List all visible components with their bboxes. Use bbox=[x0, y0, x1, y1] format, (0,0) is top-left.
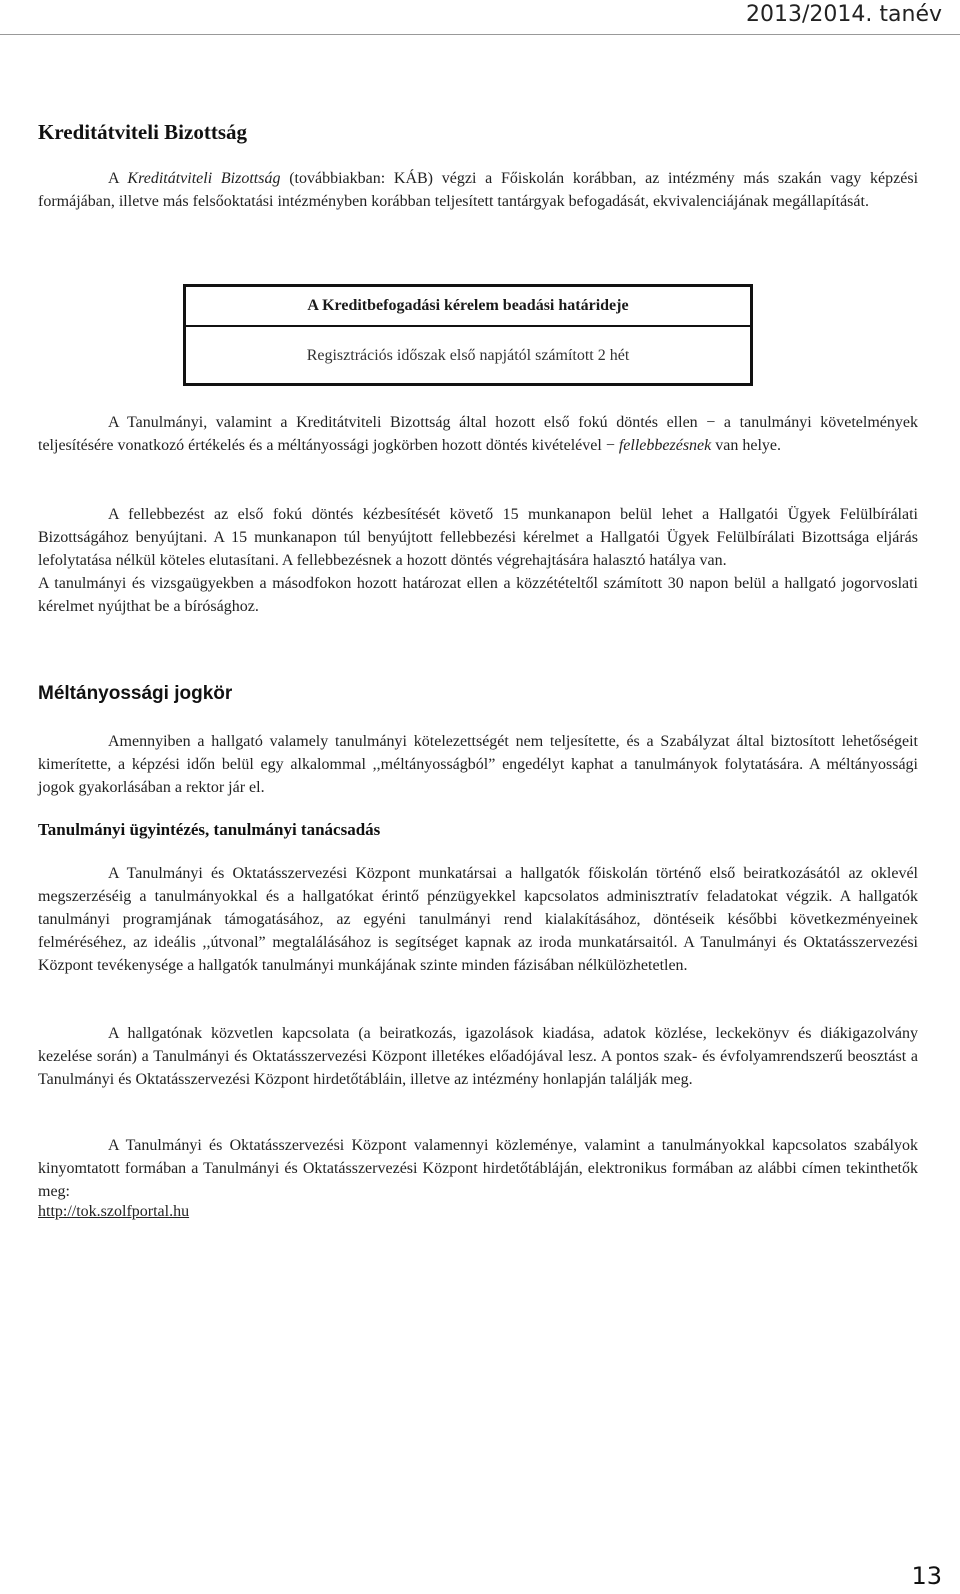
section-title-admin: Tanulmányi ügyintézés, tanulmányi tanácsadás bbox=[38, 820, 381, 839]
admin-paragraph-3-block bbox=[38, 1134, 918, 1221]
appeal-p1-italic: fellebbezésnek bbox=[618, 437, 712, 454]
admin-paragraph-3: A Tanulmányi és Oktatásszervezési Központ valamennyi közleménye, valamint a tanulmányokkal kapcsolatos szabályok kinyomtatott formában a Tanulmányi és Oktatásszervezési Központ hirdetőtábláján, elektronikus formában az alábbi címen tekinthetők meg: bbox=[38, 1137, 918, 1200]
deadline-title: A Kreditbefogadási kérelem beadási határideje bbox=[186, 287, 750, 327]
section-admin bbox=[38, 818, 918, 842]
appeal-p1-pre: A Tanulmányi, valamint a Kreditátviteli Bizottság által hozott első fokú döntés ellen − a tanulmányi követelmények teljesítésére vonatkozó értékelés és a méltányossági jogkörben hozott döntés kivételével − bbox=[38, 414, 918, 454]
appeal-paragraph-1 bbox=[38, 411, 918, 457]
equity-paragraph: Amennyiben a hallgató valamely tanulmányi kötelezettségét nem teljesítette, és a Szabályzat által biztosított lehetőségeit kimerítette, a képzési időn belül egy alkalommal ,,méltányosságból” engedélyt kaphat a tanulmányok folytatására. A méltányossági jogok gyakorlásában a rektor jár el. bbox=[38, 733, 918, 796]
admin-paragraph-2-block bbox=[38, 1022, 918, 1091]
admin-paragraph-1-block bbox=[38, 862, 918, 977]
appeal-paragraph-3: A tanulmányi és vizsgaügyekben a másodfokon hozott határozat ellen a közzétételtől számított 30 napon belül a hallgató jogorvoslati kérelmet nyújthat be a bírósághoz. bbox=[38, 575, 918, 615]
section-title-equity: Méltányossági jogkör bbox=[38, 683, 233, 704]
kab-pre: A bbox=[108, 170, 128, 187]
kab-post: (továbbiakban: KÁB) végzi a Főiskolán korábban, az intézmény más szakán vagy képzési formájában, illetve más felsőoktatási intézményben korábban teljesített tantárgyak befogadását, ekvivalenciájának megállapítását. bbox=[38, 170, 919, 210]
page-number: 13 bbox=[911, 1562, 942, 1590]
portal-link[interactable]: http://tok.szolfportal.hu bbox=[38, 1203, 190, 1220]
kab-paragraph bbox=[38, 167, 918, 213]
admin-paragraph-2: A hallgatónak közvetlen kapcsolata (a beiratkozás, igazolások kiadása, adatok közlése, leckekönyv és diákigazolvány kezelése során) a Tanulmányi és Oktatásszervezési Központ illetékes előadójával lesz. A pontos szak- és évfolyamrendszerű beosztást a Tanulmányi és Oktatásszervezési Központ hirdetőtábláin, illetve az intézmény honlapján találják meg. bbox=[38, 1025, 918, 1088]
admin-paragraph-1: A Tanulmányi és Oktatásszervezési Központ munkatársai a hallgatók főiskolán történő első beiratkozásától az oklevél megszerzéséig a tanulmányokkal és a hallgatókat érintő pénzügyekkel kapcsolatos adminisztratív feladatokat végzik. A hallgatók tanulmányi programjának támogatásához, az egyéni tanulmányi rend kialakításához, döntéseik későbbi következményeinek felméréséhez, az ideális ,,útvonal” megtalálásához is segítséget kapnak az iroda munkatársaitól. A Tanulmányi és Oktatásszervezési Központ tevékenysége a hallgatók tanulmányi munkájának szinte minden fázisában nélkülözhetetlen. bbox=[38, 865, 918, 974]
section-title-kab: Kreditátviteli Bizottság bbox=[38, 120, 247, 144]
appeal-paragraph-2: A fellebbezést az első fokú döntés kézbesítését követő 15 munkanapon belül lehet a Hallgatói Ügyek Felülbírálati Bizottságához benyújtani. A 15 munkanapon túl benyújtott fellebbezési kérelmet a Hallgatói Ügyek Felülbírálati Bizottsága eljárás lefolytatása nélkül köteles elutasítani. A fellebbezésnek a hozott döntés végrehajtására halasztó hatálya van. bbox=[38, 506, 918, 569]
header-year: 2013/2014. tanév bbox=[746, 2, 942, 27]
header-divider bbox=[0, 34, 960, 35]
appeal-block-2 bbox=[38, 503, 918, 618]
kab-description bbox=[38, 167, 918, 213]
section-equity bbox=[38, 681, 918, 707]
appeal-p1-post: van helye. bbox=[711, 437, 781, 454]
deadline-text: Regisztrációs időszak első napjától számított 2 hét bbox=[306, 347, 630, 364]
kab-italic-name: Kreditátviteli Bizottság bbox=[127, 170, 281, 187]
equity-paragraph-block bbox=[38, 730, 918, 799]
appeal-block bbox=[38, 411, 918, 457]
section-kab bbox=[38, 118, 918, 146]
deadline-box bbox=[183, 284, 753, 386]
